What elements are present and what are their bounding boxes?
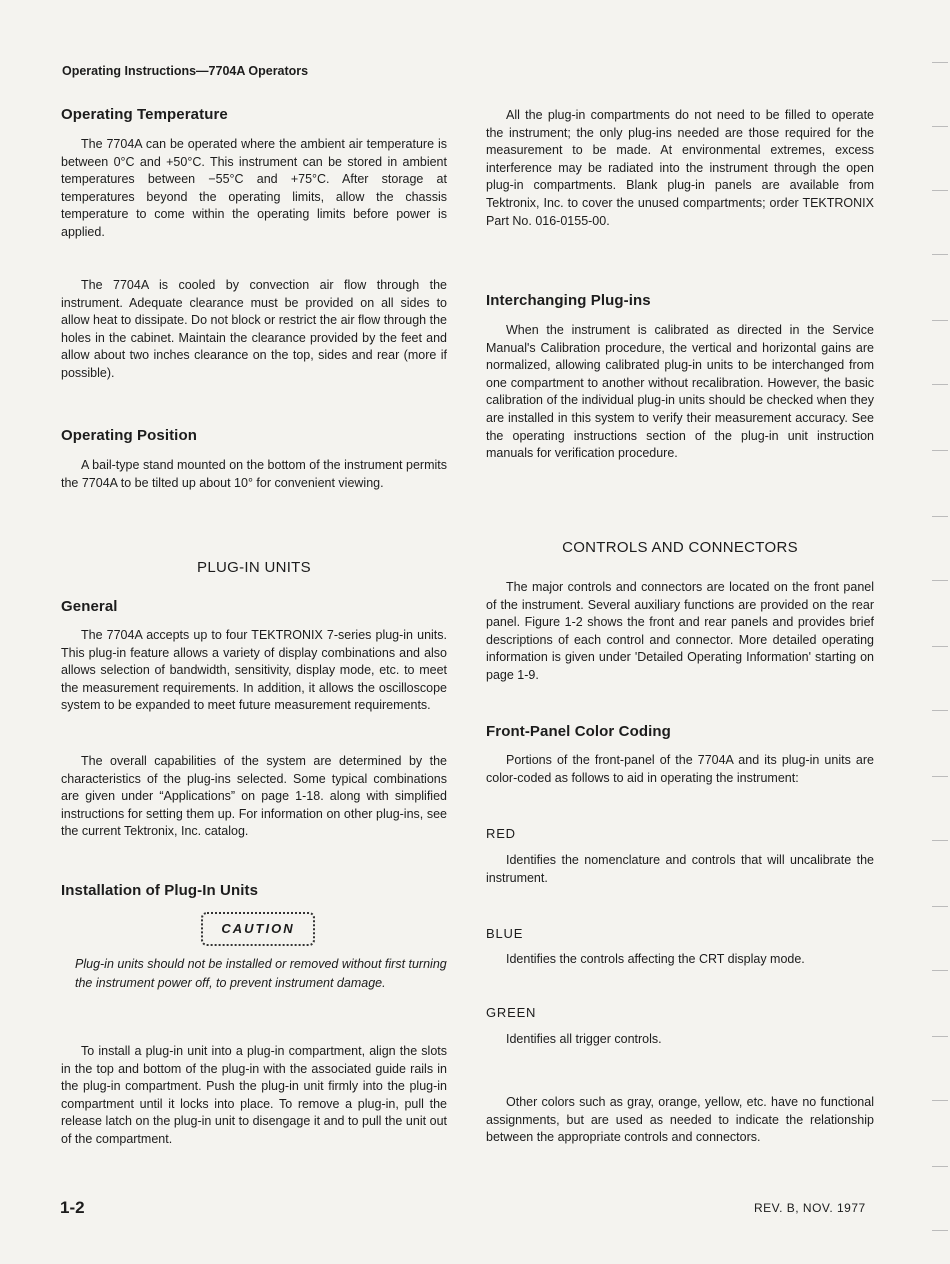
heading-interchanging: Interchanging Plug-ins [486, 292, 651, 309]
text-red: Identifies the nomenclature and controls that will uncalibrate the instrument. [486, 853, 874, 885]
section-title-controls: CONTROLS AND CONNECTORS [562, 539, 798, 556]
label-red: RED [486, 826, 516, 841]
text-blue: Identifies the controls affecting the CRT display mode. [506, 952, 805, 966]
paragraph-color-coding: Portions of the front-panel of the 7704A and its plug-in units are color-coded as follows to aid in operating the instrument: [486, 753, 874, 785]
heading-color-coding: Front-Panel Color Coding [486, 723, 671, 740]
heading-operating-position: Operating Position [61, 427, 197, 444]
caution-label: CAUTION [201, 912, 315, 946]
paragraph-general-1: The 7704A accepts up to four TEKTRONIX 7-series plug-in units. This plug-in feature allows a variety of display combinations and also allows selection of bandwidth, sensitivity, display mode, etc. to meet the measurement requirements. In addition, it allows the oscilloscope system to be expanded to meet future measurement requirements. [61, 628, 447, 713]
revision-note: REV. B, NOV. 1977 [754, 1201, 866, 1215]
paragraph-operating-position: A bail-type stand mounted on the bottom of the instrument permits the 7704A to be tilted up about 10° for convenient viewing. [61, 458, 447, 490]
running-head: Operating Instructions—7704A Operators [62, 64, 309, 78]
section-title-plugin-units: PLUG-IN UNITS [197, 559, 311, 576]
heading-installation: Installation of Plug-In Units [61, 882, 259, 899]
paragraph-controls: The major controls and connectors are located on the front panel of the instrument. Several auxiliary functions are provided on the rear panel. Figure 1-2 shows the front and rear panels and provides brief descriptions of each control and connector. More detailed operating information is given under 'Detailed Operating Information' starting on page 1-9. [486, 580, 874, 682]
paragraph-compartments: All the plug-in compartments do not need to be filled to operate the instrument; the only plug-ins needed are those required for the measurement to be made. At environmental extremes, excess interference may be radiated into the instrument through the open plug-in compartments. Blank plug-in panels are available from Tektronix, Inc. to cover the unused compartments; order TEKTRONIX Part No. 016-0155-00. [486, 108, 874, 228]
page-edge-marks [930, 0, 950, 1264]
paragraph-general-2: The overall capabilities of the system are determined by the characteristics of the plug-ins selected. Some typical combinations are given under “Applications” on page 1-18. along with simplified instructions for setting them up. For information on other plug-ins, see the current Tektronix, Inc. catalog. [61, 754, 447, 839]
paragraph-interchanging: When the instrument is calibrated as directed in the Service Manual's Calibration procedure, the vertical and horizontal gains are normalized, allowing calibrated plug-in units to be interchanged from one compartment to another without recalibration. However, the basic calibration of the individual plug-in units should be checked when they are installed in this system to verify their measurement accuracy. See the operating instructions section of the plug-in unit instruction manuals for verification procedure. [486, 323, 874, 461]
heading-operating-temperature: Operating Temperature [61, 106, 228, 123]
paragraph-other-colors: Other colors such as gray, orange, yellow, etc. have no functional assignments, but are used as needed to indicate the relationship between the appropriate controls and connectors. [486, 1095, 874, 1145]
caution-text: Plug-in units should not be installed or removed without first turning the instrument power off, to prevent instrument damage. [75, 957, 447, 990]
paragraph-installation: To install a plug-in unit into a plug-in compartment, align the slots in the top and bottom of the plug-in with the associated guide rails in the plug-in compartment. Push the plug-in unit firmly into the plug-in compartment until it locks into place. To remove a plug-in, pull the release latch on the plug-in unit to disengage it and to pull the unit out of the compartment. [61, 1044, 447, 1146]
text-green: Identifies all trigger controls. [506, 1032, 662, 1046]
heading-general: General [61, 598, 118, 615]
paragraph-operating-temperature: The 7704A can be operated where the ambient air temperature is between 0°C and +50°C. This instrument can be stored in ambient temperatures between −55°C and +75°C. After storage at temperatures beyond the operating limits, allow the chassis temperature to come within the operating limits before power is applied. [61, 137, 447, 239]
label-blue: BLUE [486, 926, 524, 941]
paragraph-cooling: The 7704A is cooled by convection air flow through the instrument. Adequate clearance must be provided on all sides to allow heat to dissipate. Do not block or restrict the air flow through the holes in the cabinet. Maintain the clearance provided by the feet and allow about two inches clearance on the top, sides and rear (more if possible). [61, 278, 447, 380]
label-green: GREEN [486, 1005, 537, 1020]
page-number: 1-2 [60, 1198, 85, 1217]
